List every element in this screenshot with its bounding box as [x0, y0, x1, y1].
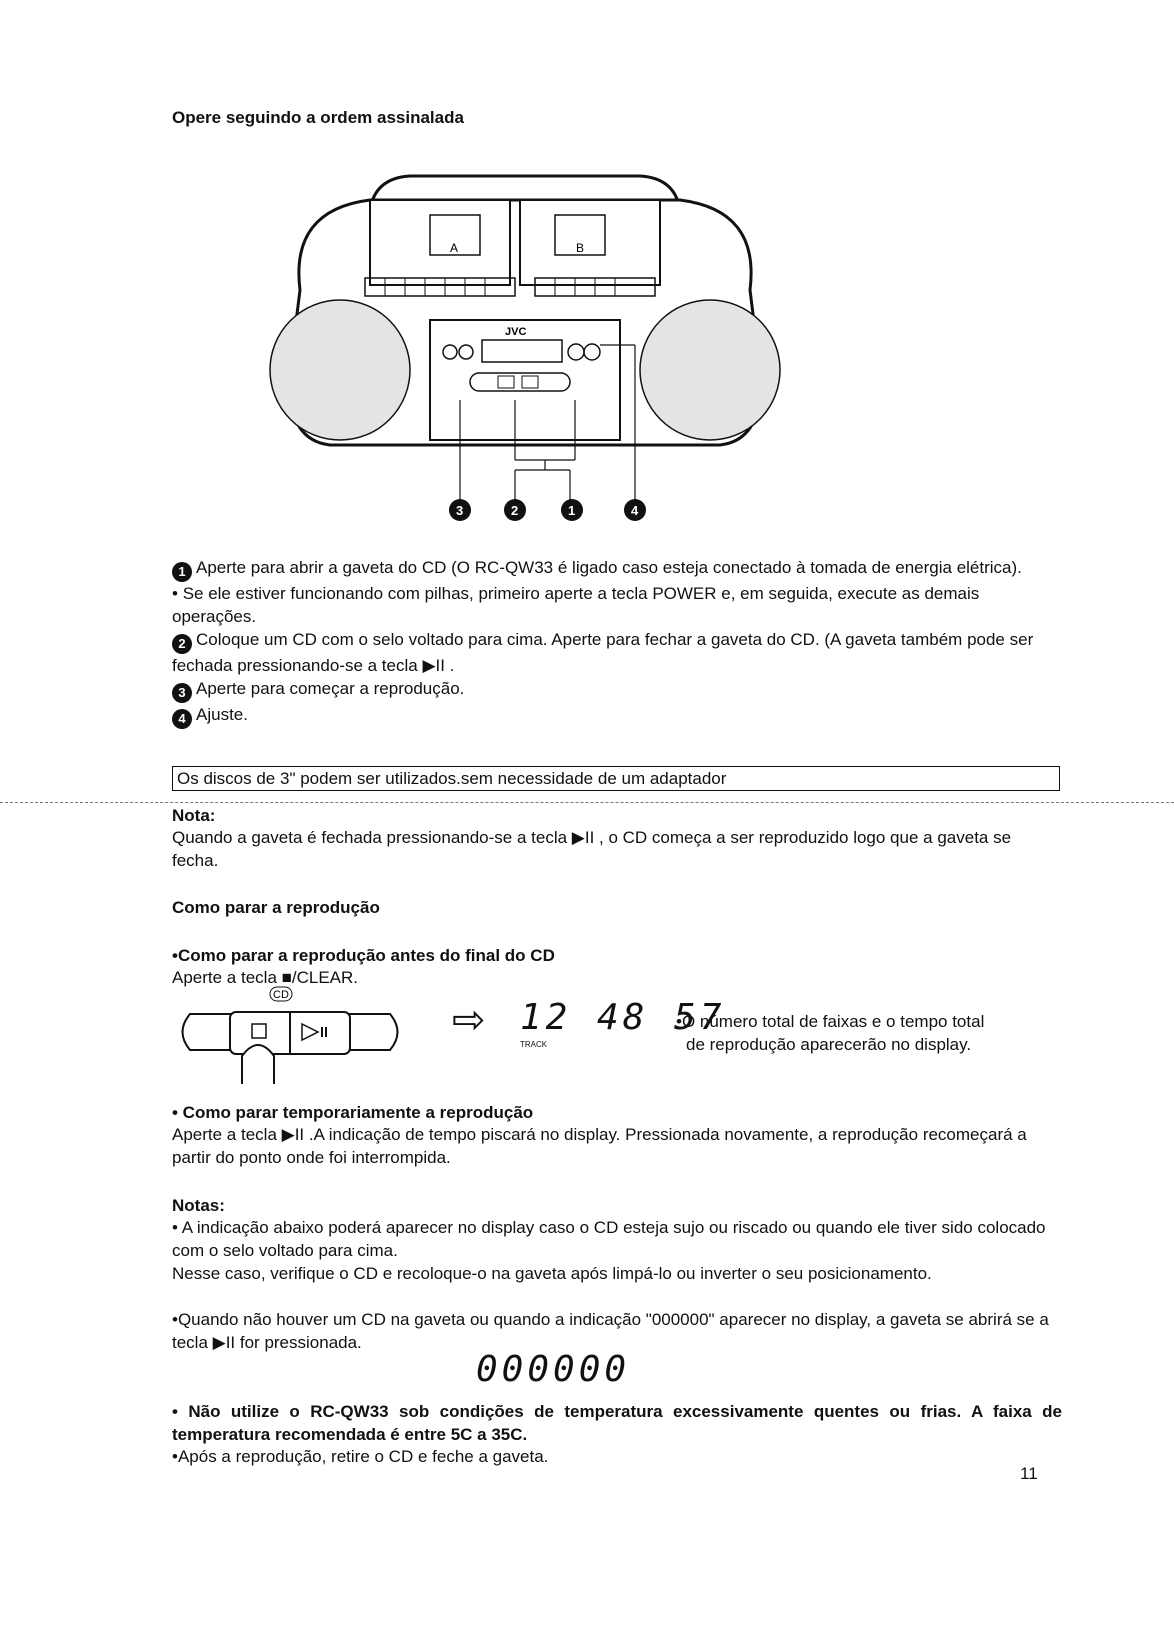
step-4-text: Ajuste.: [196, 705, 248, 724]
divider: [0, 802, 1174, 803]
pause-text: Aperte a tecla ▶II .A indicação de tempo piscará no display. Pressionada novamente, a reprodução recomeçará a partir do ponto onde foi interrompida.: [172, 1125, 1027, 1167]
step-3-number: 3: [172, 683, 192, 703]
step-3-text: Aperte para começar a reprodução.: [196, 679, 465, 698]
track-time-display: 12 48 57: [520, 997, 726, 1038]
boombox-illustration: [260, 170, 790, 530]
step-battery: [172, 582, 1062, 628]
notas-item-3: •Quando não houver um CD na gaveta ou quando a indicação "000000" aparecer no display, a gaveta se abrirá se a tecla ▶II for pressionada.: [172, 1310, 1049, 1352]
callout-1-label: 1: [568, 503, 576, 518]
step-1-number: 1: [172, 562, 192, 582]
step-1: [172, 556, 1062, 582]
notas-item-1: • A indicação abaixo poderá aparecer no display caso o CD esteja sujo ou riscado ou quando ele tiver sido colocado com o selo voltado para cima.: [172, 1218, 1046, 1260]
track-label: TRACK: [520, 1040, 548, 1049]
stop-subheading: •Como parar a reprodução antes do final do CD: [172, 946, 555, 965]
temperature-warning: • Não utilize o RC-QW33 sob condições de temperatura excessivamente quentes ou frias. A faixa de temperatura recomendada é entre 5C a 35C.: [172, 1402, 1062, 1444]
cd-buttons-illustration: [170, 984, 410, 1084]
arrow-icon: ⇨: [452, 998, 486, 1042]
step-4: [172, 703, 1062, 729]
nota-text: Quando a gaveta é fechada pressionando-se a tecla ▶II , o CD começa a ser reproduzido logo que a gaveta se fecha.: [172, 828, 1012, 870]
finger-icon: [242, 1045, 274, 1084]
stop-heading: Como parar a reprodução: [172, 898, 380, 917]
zeros-display: 000000: [476, 1349, 631, 1390]
step-2-text: Coloque um CD com o selo voltado para cima. Aperte para fechar a gaveta do CD. (A gaveta também pode ser fechada pressionando-se a tecla ▶II .: [172, 630, 1034, 675]
step-3: [172, 677, 1062, 703]
after-play-text: •Após a reprodução, retire o CD e feche a gaveta.: [172, 1447, 549, 1466]
order-heading: Opere seguindo a ordem assinalada: [172, 108, 464, 127]
cd-label: CD: [273, 989, 289, 1001]
brand-label: JVC: [505, 326, 527, 338]
page-number: 11: [1020, 1464, 1038, 1483]
callout-4-label: 4: [631, 503, 639, 518]
step-battery-text: Se ele estiver funcionando com pilhas, primeiro aperte a tecla POWER e, em seguida, execute as demais operações.: [172, 584, 980, 626]
callout-3-label: 3: [456, 503, 464, 518]
step-4-number: 4: [172, 709, 192, 729]
deck-b-label: B: [576, 241, 585, 255]
display-note-line-2: de reprodução aparecerão no display.: [686, 1035, 972, 1054]
step-1-text: Aperte para abrir a gaveta do CD (O RC-QW33 é ligado caso esteja conectado à tomada de energia elétrica).: [196, 558, 1022, 577]
notas-item-2: Nesse caso, verifique o CD e recoloque-o na gaveta após limpá-lo ou inverter o seu posicionamento.: [172, 1264, 932, 1283]
callout-2-label: 2: [511, 503, 519, 518]
notas-title: Notas:: [172, 1196, 225, 1215]
deck-a-label: A: [450, 241, 459, 255]
boxed-note: Os discos de 3" podem ser utilizados.sem necessidade de um adaptador: [172, 766, 1060, 791]
step-2-number: 2: [172, 634, 192, 654]
step-2: [172, 628, 1062, 677]
step-battery-bullet: •: [172, 584, 178, 603]
nota-title: Nota:: [172, 806, 216, 825]
display-note-line-1: •O número total de faixas e o tempo total: [676, 1012, 985, 1031]
steps-list: [172, 556, 1062, 729]
stop-text: Aperte a tecla ■/CLEAR.: [172, 968, 359, 987]
pause-heading: • Como parar temporariamente a reprodução: [172, 1103, 534, 1122]
